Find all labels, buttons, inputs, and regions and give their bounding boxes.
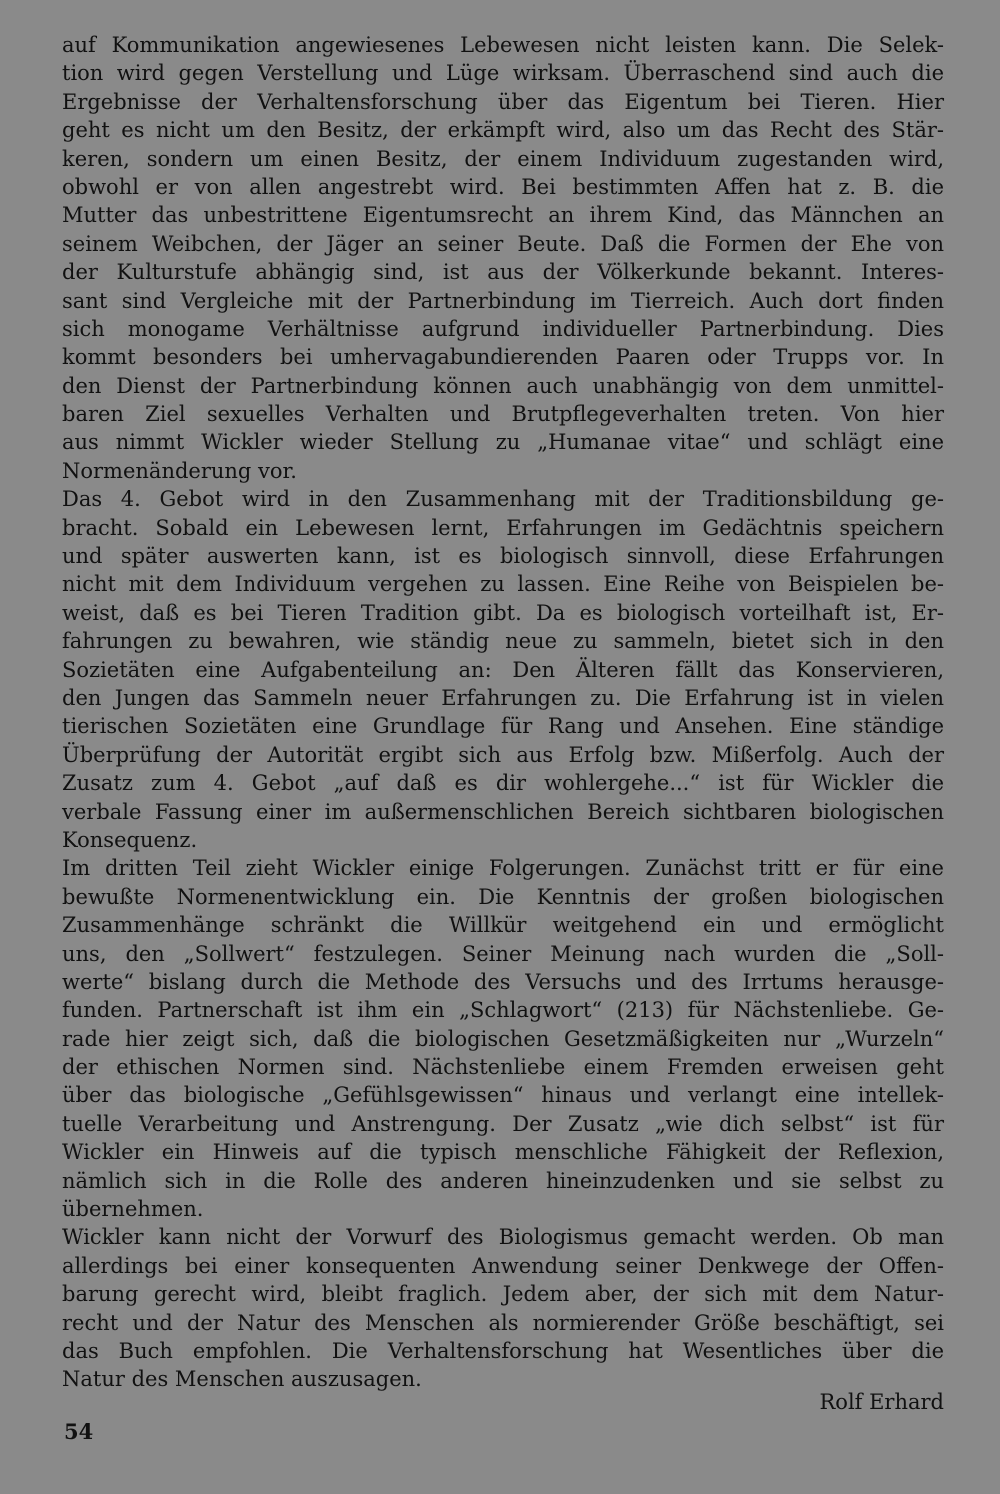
text-line: tuelle Verarbeitung und Anstrengung. Der Zusatz „wie dich selbst“ ist für — [62, 1111, 944, 1136]
text-line: Mutter das unbestrittene Eigentumsrecht an ihrem Kind, das Männchen an — [62, 203, 944, 228]
text-line: sich monogame Verhältnisse aufgrund individueller Partnerbindung. Dies — [62, 316, 944, 341]
text-line: Überprüfung der Autorität ergibt sich aus Erfolg bzw. Mißerfolg. Auch der — [62, 742, 944, 767]
text-line: seinem Weibchen, der Jäger an seiner Beute. Daß die Formen der Ehe von — [62, 231, 944, 256]
text-line: den Jungen das Sammeln neuer Erfahrungen zu. Die Erfahrung ist in vielen — [62, 685, 944, 710]
text-line: tierischen Sozietäten eine Grundlage für Rang und Ansehen. Eine ständige — [62, 714, 944, 739]
text-line: werte“ bislang durch die Methode des Versuchs und des Irrtums herausge- — [62, 969, 944, 994]
text-line: der Kulturstufe abhängig sind, ist aus der Völkerkunde bekannt. Interes- — [62, 260, 944, 285]
paragraph — [62, 31, 944, 485]
text-line: keren, sondern um einen Besitz, der einem Individuum zugestanden wird, — [62, 146, 944, 171]
text-line: Ergebnisse der Verhaltensforschung über das Eigentum bei Tieren. Hier — [62, 89, 944, 114]
text-line: rade hier zeigt sich, daß die biologischen Gesetzmäßigkeiten nur „Wurzeln“ — [62, 1026, 944, 1051]
paragraph — [62, 854, 944, 1223]
text-line: recht und der Natur des Menschen als normierender Größe beschäftigt, sei — [62, 1310, 944, 1335]
text-line: aus nimmt Wickler wieder Stellung zu „Humanae vitae“ und schlägt eine — [62, 430, 944, 455]
text-line: Im dritten Teil zieht Wickler einige Folgerungen. Zunächst tritt er für eine — [62, 856, 944, 881]
text-line: uns, den „Sollwert“ festzulegen. Seiner Meinung nach wurden die „Soll- — [62, 941, 944, 966]
text-line: fahrungen zu bewahren, wie ständig neue zu sammeln, bietet sich in den — [62, 629, 944, 654]
text-line: kommt besonders bei umhervagabundierenden Paaren oder Trupps vor. In — [62, 345, 944, 370]
text-line: barung gerecht wird, bleibt fraglich. Jedem aber, der sich mit dem Natur- — [62, 1282, 944, 1307]
text-line: Natur des Menschen auszusagen. — [62, 1367, 422, 1392]
text-line: tion wird gegen Verstellung und Lüge wirksam. Überraschend sind auch die — [62, 61, 944, 86]
text-line: über das biologische „Gefühlsgewissen“ hinaus und verlangt eine intellek- — [62, 1083, 944, 1108]
text-line: auf Kommunikation angewiesenes Lebewesen nicht leisten kann. Die Selek- — [62, 33, 944, 57]
text-line: Normenänderung vor. — [62, 458, 297, 483]
page-number: 54 — [64, 1419, 94, 1444]
text-line: Sozietäten eine Aufgabenteilung an: Den Älteren fällt das Konservieren, — [62, 657, 944, 682]
text-line: funden. Partnerschaft ist ihm ein „Schlagwort“ (213) für Nächstenliebe. Ge- — [62, 998, 944, 1023]
text-line: sant sind Vergleiche mit der Partnerbindung im Tierreich. Auch dort finden — [62, 288, 944, 313]
text-line: Konsequenz. — [62, 827, 198, 852]
text-line: allerdings bei einer konsequenten Anwendung seiner Denkwege der Offen- — [62, 1253, 944, 1278]
text-line: der ethischen Normen sind. Nächstenliebe einem Fremden erweisen geht — [62, 1055, 944, 1080]
paragraph — [62, 1223, 944, 1393]
text-line: Wickler kann nicht der Vorwurf des Biologismus gemacht werden. Ob man — [62, 1225, 944, 1250]
text-line: und später auswerten kann, ist es biologisch sinnvoll, diese Erfahrungen — [62, 544, 944, 569]
text-line: obwohl er von allen angestrebt wird. Bei bestimmten Affen hat z. B. die — [62, 174, 944, 199]
text-line: geht es nicht um den Besitz, der erkämpft wird, also um das Recht des Stär- — [62, 118, 944, 143]
text-line: bracht. Sobald ein Lebewesen lernt, Erfahrungen im Gedächtnis speichern — [62, 515, 944, 540]
text-line: Zusatz zum 4. Gebot „auf daß es dir wohlergehe...“ ist für Wickler die — [62, 771, 944, 796]
text-line: Wickler ein Hinweis auf die typisch menschliche Fähigkeit der Reflexion, — [62, 1140, 944, 1165]
text-line: das Buch empfohlen. Die Verhaltensforschung hat Wesentliches über die — [62, 1338, 944, 1363]
text-line: nicht mit dem Individuum vergehen zu lassen. Eine Reihe von Beispielen be- — [62, 572, 944, 597]
author-signature: Rolf Erhard — [819, 1390, 944, 1414]
text-line: übernehmen. — [62, 1197, 204, 1222]
text-line: baren Ziel sexuelles Verhalten und Brutpflegeverhalten treten. Von hier — [62, 402, 944, 427]
text-line: nämlich sich in die Rolle des anderen hineinzudenken und sie selbst zu — [62, 1168, 944, 1193]
text-line: weist, daß es bei Tieren Tradition gibt. Da es biologisch vorteilhaft ist, Er- — [62, 600, 944, 625]
text-line: Zusammenhänge schränkt die Willkür weitgehend ein und ermöglicht — [62, 913, 944, 938]
text-line: Das 4. Gebot wird in den Zusammenhang mit der Traditionsbildung ge- — [62, 487, 944, 512]
body-text — [62, 31, 944, 1394]
text-line: den Dienst der Partnerbindung können auch unabhängig von dem unmittel- — [62, 373, 944, 398]
text-line: bewußte Normenentwicklung ein. Die Kenntnis der großen biologischen — [62, 884, 944, 909]
paragraph — [62, 485, 944, 854]
text-line: verbale Fassung einer im außermenschlichen Bereich sichtbaren biologischen — [62, 799, 944, 824]
